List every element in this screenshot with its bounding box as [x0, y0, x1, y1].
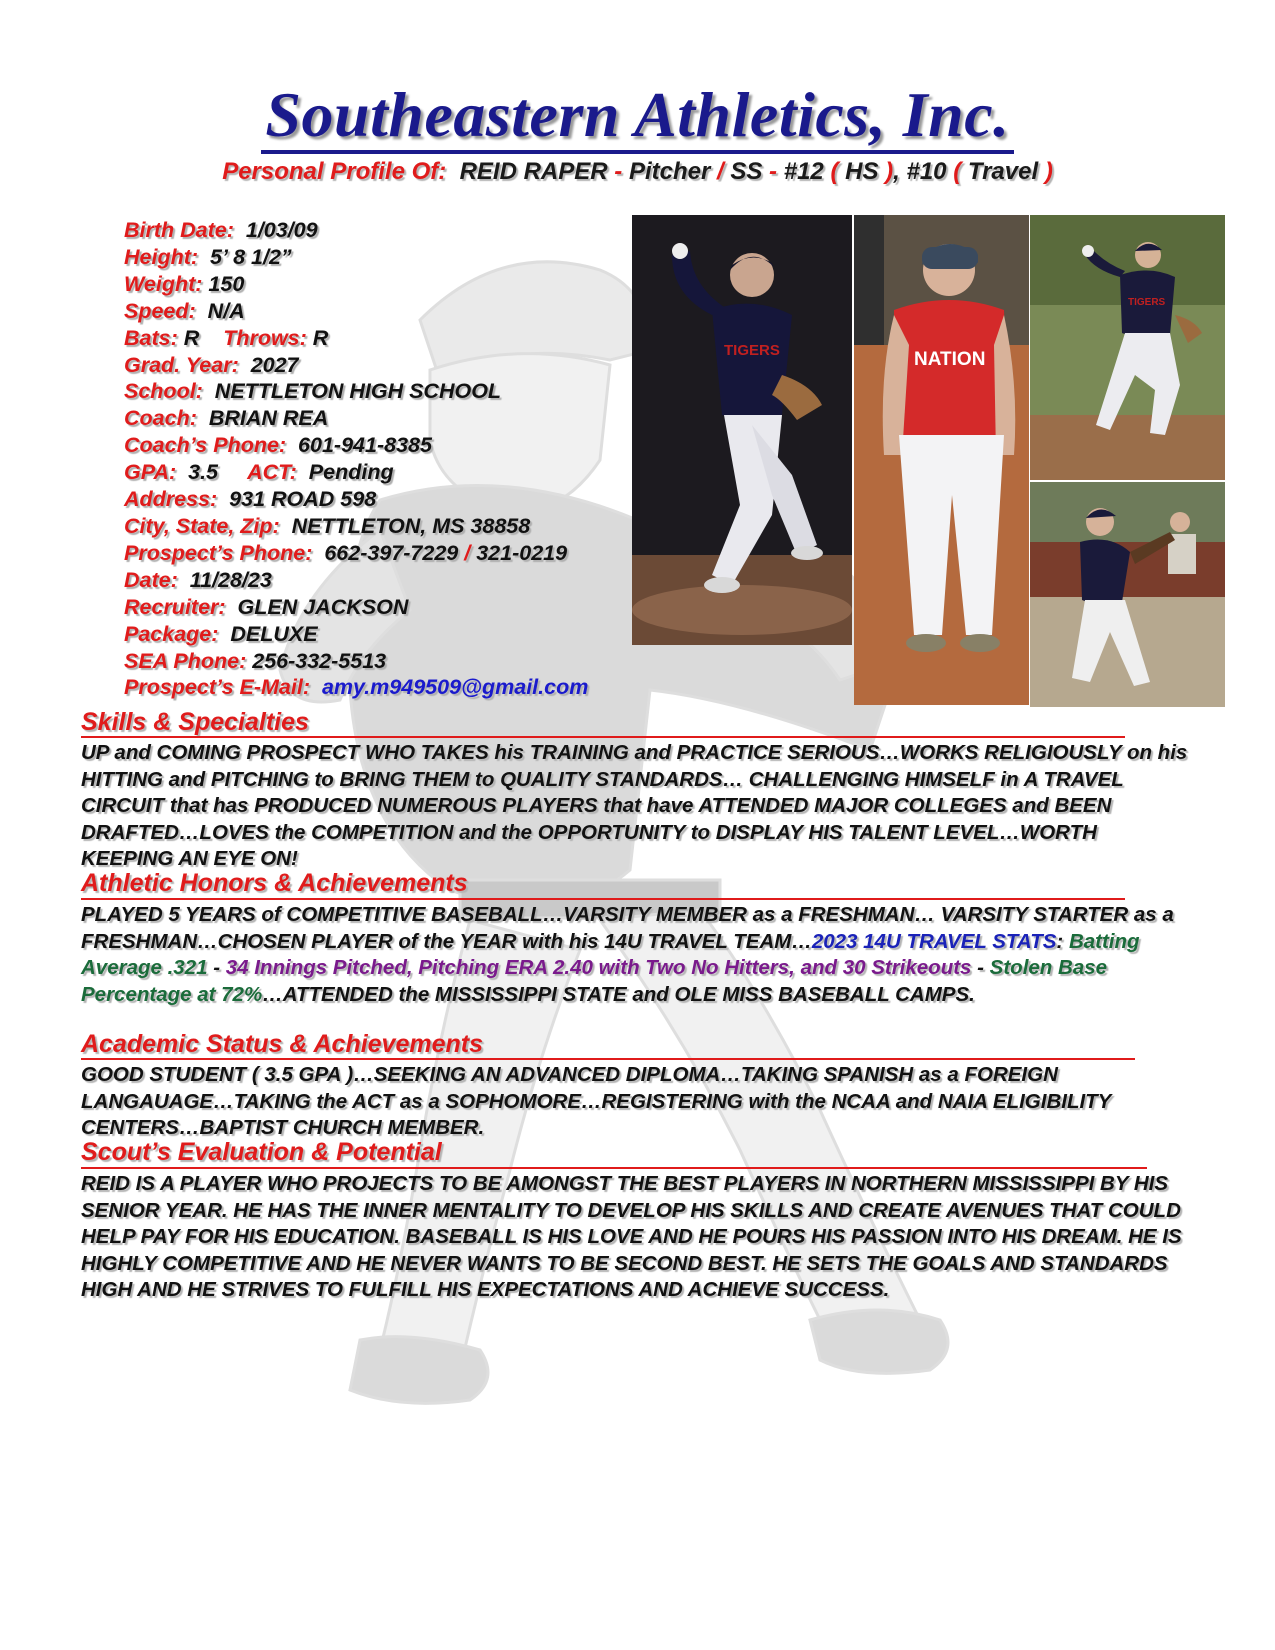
info-row-grad-year: Grad. Year: 2027	[124, 352, 299, 377]
info-row-birth-date: Birth Date: 1/03/09	[124, 218, 318, 242]
jersey-lettering-1: TIGERS	[724, 342, 780, 359]
info-row-address: Address: 931 ROAD 598	[124, 487, 377, 512]
info-row-height: Height: 5’ 8 1/2”	[124, 244, 292, 269]
section-text-skills: UP and COMING PROSPECT WHO TAKES his TRAINING and PRACTICE SERIOUS…WORKS RELIGIOUSLY on his HITTING and PITCHING to BRING THEM to QUALITY STANDARDS… CHALLENGING HIMSELF in A TRAVEL CIRCUIT that has PRODUCED NUMEROUS PLAYERS that have ATTENDED MAJOR COLLEGES and BEEN DRAFTED…LOVES the COMPETITION and the OPPORTUNITY to DISPLAY HIS TALENT LEVEL…WORTH KEEPING AN EYE ON!	[81, 741, 1188, 870]
section-heading-athletic: Athletic Honors & Achievements	[81, 869, 468, 897]
player-info-list	[124, 217, 684, 701]
info-row-school: School: NETTLETON HIGH SCHOOL	[124, 379, 502, 404]
section-divider-academic	[81, 1058, 1135, 1060]
photo-pitching-night	[632, 215, 852, 645]
section-heading-skills: Skills & Specialties	[81, 708, 309, 736]
photo-batter-red-jersey	[854, 215, 1029, 705]
section-divider-athletic	[81, 898, 1125, 900]
info-row-speed: Speed: N/A	[124, 298, 245, 323]
info-row-coach-phone: Coach’s Phone: 601-941-8385	[124, 433, 432, 458]
info-row-bats-throws: Bats: R Throws: R	[124, 325, 329, 350]
section-text-scout: REID IS A PLAYER WHO PROJECTS TO BE AMONGST THE BEST PLAYERS IN NORTHERN MISSISSIPPI BY HIS SENIOR YEAR. HE HAS THE INNER MENTALITY TO DEVELOP HIS SKILLS AND CREATE AVENUES THAT COULD HELP PAY FOR HIS EDUCATION. BASEBALL IS HIS LOVE AND HE POURS HIS PASSION INTO HIS DREAM. HE IS HIGHLY COMPETITIVE AND HE NEVER WANTS TO BE SECOND BEST. HE SETS THE GOALS AND STANDARDS HIGH AND HE STRIVES TO FULFILL HIS EXPECTATIONS AND ACHIEVE SUCCESS.	[81, 1172, 1182, 1301]
info-row-date: Date: 11/28/23	[124, 567, 272, 592]
section-text-academic: GOOD STUDENT ( 3.5 GPA )…SEEKING AN ADVANCED DIPLOMA…TAKING SPANISH as a FOREIGN LANGAUAGE…TAKING the ACT as a SOPHOMORE…REGISTERING with the NCAA and NAIA ELIGIBILITY CENTERS…BAPTIST CHURCH MEMBER.	[81, 1063, 1111, 1139]
info-row-city-state-zip: City, State, Zip: NETTLETON, MS 38858	[124, 513, 531, 538]
section-divider-scout	[81, 1167, 1147, 1169]
jersey-lettering-3: TIGERS	[1128, 297, 1166, 308]
section-text-athletic: PLAYED 5 YEARS of COMPETITIVE BASEBALL…VARSITY MEMBER as a FRESHMAN… VARSITY STARTER as a FRESHMAN…CHOSEN PLAYER of the YEAR with his 14U TRAVEL TEAM…2023 14U TRAVEL STATS: Batting Average .321 - 34 Innings Pitched, Pitching ERA 2.40 with Two No Hitters, and 30 Strikeouts - Stolen Base Percentage at 72%…ATTENDED the MISSISSIPPI STATE and OLE MISS BASEBALL CAMPS.	[81, 903, 1174, 1006]
info-row-sea-phone: SEA Phone: 256-332-5513	[124, 648, 387, 673]
info-row-coach: Coach: BRIAN REA	[124, 406, 329, 431]
info-row-package: Package: DELUXE	[124, 621, 318, 646]
section-divider-skills	[81, 736, 1125, 738]
photo-pitching-day	[1030, 215, 1225, 480]
info-row-recruiter: Recruiter: GLEN JACKSON	[124, 594, 409, 619]
info-row-prospect-email: Prospect’s E-Mail: amy.m949509@gmail.com	[124, 675, 589, 700]
profile-subtitle: Personal Profile Of: REID RAPER - Pitcher / SS - #12 ( HS ), #10 ( Travel )	[222, 158, 1053, 185]
jersey-lettering-2: NATION	[914, 349, 986, 370]
info-row-prospect-phone: Prospect’s Phone: 662-397-7229 / 321-0219	[124, 540, 568, 565]
info-row-gpa-act: GPA: 3.5 ACT: Pending	[124, 460, 394, 485]
photo-hitter-swing	[1030, 482, 1225, 707]
info-row-weight: Weight: 150	[124, 271, 245, 296]
email-link[interactable]: amy.m949509@gmail.com	[321, 675, 589, 700]
section-heading-scout: Scout’s Evaluation & Potential	[81, 1138, 442, 1166]
section-heading-academic: Academic Status & Achievements	[81, 1030, 484, 1058]
page-title: Southeastern Athletics, Inc.	[0, 78, 1275, 152]
